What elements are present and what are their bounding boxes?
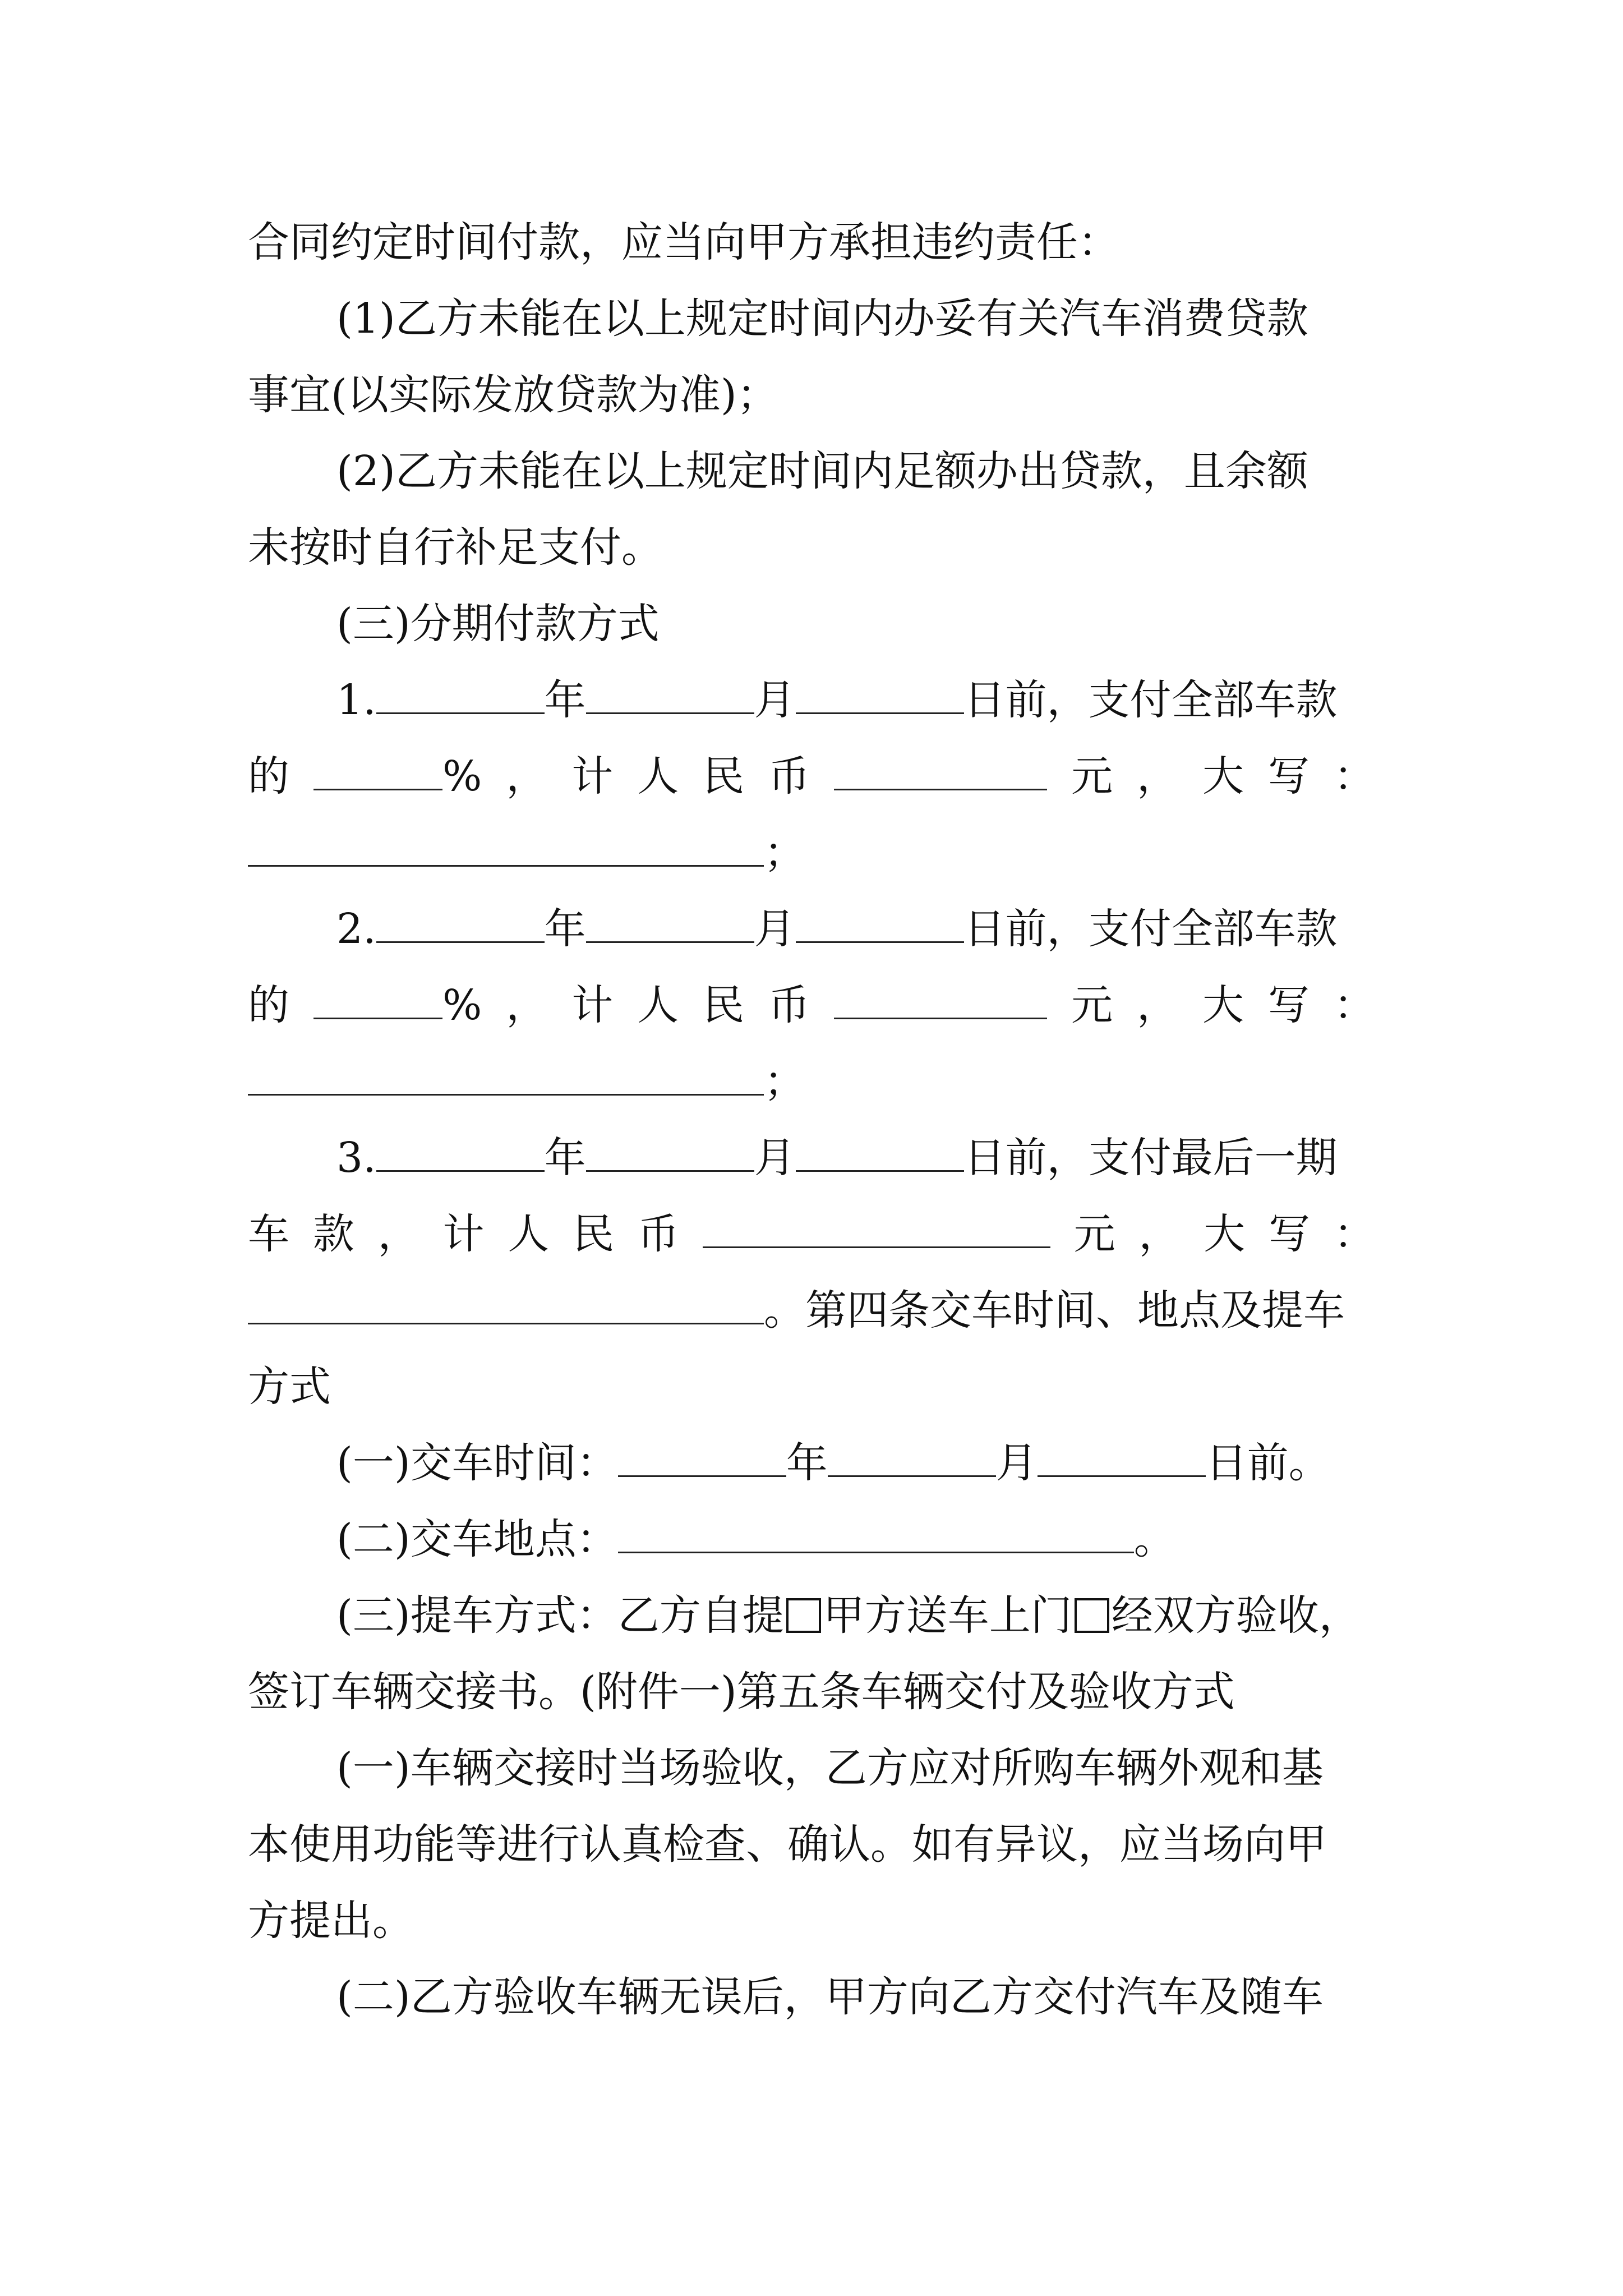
capital-amount-blank[interactable]: [248, 831, 764, 867]
installment-1-date-line: [336, 666, 1375, 734]
amount-blank[interactable]: [834, 984, 1047, 1019]
month-blank[interactable]: [828, 1442, 996, 1477]
month-blank[interactable]: [586, 908, 754, 943]
month-blank[interactable]: [586, 1137, 754, 1172]
percent-sign: %: [442, 752, 482, 800]
comma: ，: [506, 981, 548, 1029]
char: 大: [1204, 1210, 1246, 1258]
year-blank[interactable]: [376, 908, 545, 943]
text-line: (一)车辆交接时当场验收，乙方应对所购车辆外观和基: [336, 1744, 1324, 1792]
percent-sign: %: [442, 981, 482, 1029]
capital-amount-blank[interactable]: [248, 1060, 764, 1096]
year-label: 年: [786, 1439, 828, 1487]
home-delivery-checkbox[interactable]: [1075, 1598, 1109, 1633]
colon: ：: [1333, 752, 1375, 800]
installment-2-date-line: [336, 895, 1375, 963]
char: 计: [442, 1210, 485, 1258]
char: 币: [768, 981, 810, 1029]
char: 计: [571, 981, 614, 1029]
pickup-method-line: [336, 1582, 1375, 1649]
char: 人: [637, 752, 679, 800]
comma: ，: [377, 1210, 419, 1258]
text-line: (1)乙方未能在以上规定时间内办妥有关汽车消费贷款: [336, 295, 1308, 343]
text-line: (2)乙方未能在以上规定时间内足额办出贷款，且余额: [336, 447, 1308, 495]
year-blank[interactable]: [376, 679, 545, 714]
delivery-place-line: [336, 1506, 1375, 1573]
year-blank[interactable]: [376, 1137, 545, 1172]
period: 。: [1133, 1515, 1175, 1563]
installment-1-capital-line: [248, 819, 1375, 886]
text-line: 方提出。: [248, 1897, 414, 1945]
capital-amount-blank[interactable]: [248, 1289, 764, 1324]
year-label: 年: [544, 676, 586, 724]
comma: ，: [1137, 752, 1179, 800]
char: 币: [637, 1210, 679, 1258]
delivery-time-label: (一)交车时间：: [336, 1439, 618, 1487]
char: 民: [573, 1210, 615, 1258]
day-text: 日前，支付全部车款: [963, 676, 1338, 724]
char: 元: [1073, 1210, 1115, 1258]
item-number: 1.: [336, 676, 376, 724]
self-pickup-checkbox[interactable]: [786, 1598, 821, 1633]
item-number: 2.: [336, 905, 376, 953]
colon: ：: [1333, 1210, 1375, 1258]
char: 人: [637, 981, 679, 1029]
char: 款: [312, 1210, 354, 1258]
delivery-option-label: 甲方送车上门: [823, 1591, 1072, 1640]
day-text: 日前，支付最后一期: [963, 1134, 1338, 1182]
text-line: 签订车辆交接书。(附件一)第五条车辆交付及验收方式: [248, 1668, 1235, 1716]
colon: ：: [1333, 981, 1375, 1029]
semicolon: ；: [764, 829, 805, 877]
delivery-time-line: [336, 1429, 1375, 1497]
text-line: 未按时自行补足支付。: [248, 523, 663, 572]
char: 元: [1071, 981, 1113, 1029]
installment-1-amount-line: [248, 743, 1375, 810]
item-number: 3.: [336, 1134, 376, 1182]
day-label: 日前。: [1205, 1439, 1330, 1487]
comma: ，: [506, 752, 548, 800]
semicolon: ；: [764, 1057, 805, 1106]
day-blank[interactable]: [796, 908, 964, 943]
char: 币: [768, 752, 810, 800]
day-blank[interactable]: [796, 679, 964, 714]
month-label: 月: [754, 676, 796, 724]
char: 元: [1071, 752, 1113, 800]
char: 计: [571, 752, 614, 800]
of-label: 的: [248, 752, 289, 800]
amount-blank[interactable]: [703, 1213, 1050, 1248]
comma: ，: [1138, 1210, 1181, 1258]
installment-2-amount-line: [248, 972, 1375, 1039]
acceptance-text: 经双方验收，: [1111, 1591, 1361, 1640]
char: 写: [1269, 1210, 1311, 1258]
char: 民: [703, 752, 745, 800]
text-line: 本使用功能等进行认真检查、确认。如有异议，应当场向甲: [248, 1820, 1327, 1869]
year-label: 年: [544, 905, 586, 953]
month-blank[interactable]: [586, 679, 754, 714]
percent-blank[interactable]: [313, 984, 442, 1019]
char: 人: [508, 1210, 550, 1258]
of-label: 的: [248, 981, 289, 1029]
day-text: 日前，支付全部车款: [963, 905, 1338, 953]
place-blank[interactable]: [618, 1518, 1134, 1553]
char: 大: [1202, 981, 1244, 1029]
char: 大: [1202, 752, 1244, 800]
day-blank[interactable]: [1038, 1442, 1206, 1477]
text-line: 事宜(以实际发放贷款为准)；: [248, 371, 778, 419]
day-blank[interactable]: [796, 1137, 964, 1172]
char: 民: [703, 981, 745, 1029]
char: 车: [248, 1210, 289, 1258]
section-heading: (三)分期付款方式: [336, 600, 660, 648]
char: 写: [1267, 981, 1310, 1029]
year-label: 年: [544, 1134, 586, 1182]
installment-3-capital-line: [248, 1277, 1375, 1344]
amount-blank[interactable]: [834, 755, 1047, 790]
comma: ，: [1137, 981, 1179, 1029]
installment-3-amount-line: [248, 1200, 1375, 1268]
char: 写: [1267, 752, 1310, 800]
text-line: (二)乙方验收车辆无误后，甲方向乙方交付汽车及随车: [336, 1973, 1324, 2021]
month-label: 月: [754, 905, 796, 953]
installment-2-capital-line: [248, 1048, 1375, 1115]
delivery-place-label: (二)交车地点：: [336, 1515, 618, 1563]
pickup-label: (三)提车方式：乙方自提: [336, 1591, 784, 1640]
text-line: 方式: [248, 1363, 331, 1411]
month-label: 月: [754, 1134, 796, 1182]
installment-3-date-line: [336, 1124, 1375, 1191]
text-line: 合同约定时间付款，应当向甲方承担违约责任：: [248, 218, 1119, 266]
percent-blank[interactable]: [313, 755, 442, 790]
year-blank[interactable]: [618, 1442, 786, 1477]
month-label: 月: [995, 1439, 1038, 1487]
article-4-heading: 。第四条交车时间、地点及提车: [764, 1286, 1345, 1335]
